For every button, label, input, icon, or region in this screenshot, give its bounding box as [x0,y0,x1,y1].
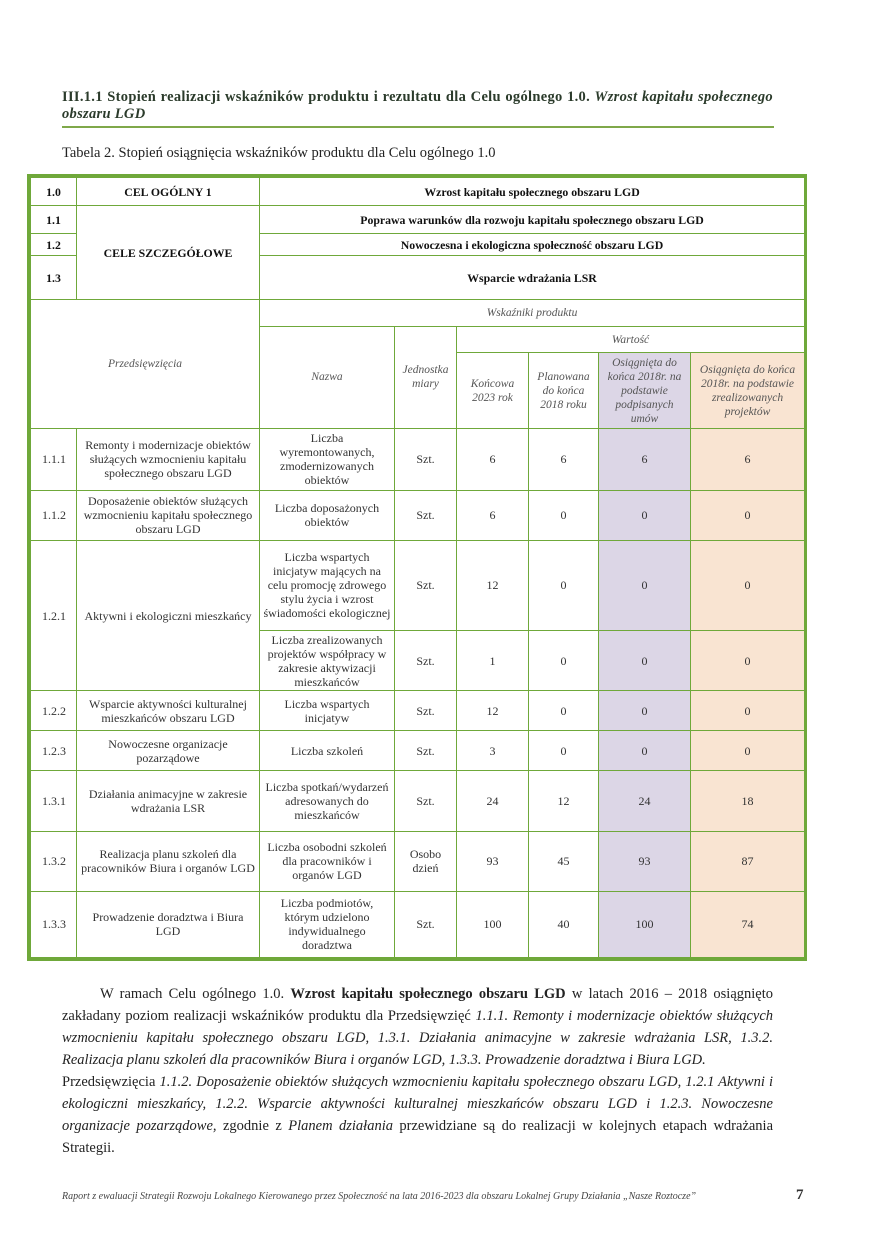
table-row [31,691,805,731]
goal-code: 1.0 [31,178,77,206]
header-koncowa: Końcowa 2023 rok [457,353,529,428]
row-projects: 0 [691,691,805,731]
row-final: 100 [457,891,529,957]
page-number: 7 [796,1187,804,1203]
p1-text-c: w latach 2016 – 2018 osiągnięto zakładany poziom realizacji wskaźników produktu dla Przedsięwzięć [62,986,774,1024]
row-planned: 6 [529,428,599,490]
header-wartosc: Wartość [457,327,805,353]
row-projects: 87 [691,831,805,891]
header-osiagnieta-projekty: Osiągnięta do końca 2018r. na podstawie zrealizowanych projektów [691,353,805,428]
page-footer: Raport z ewaluacji Strategii Rozwoju Lokalnego Kierowanego przez Społeczność na lata 2016-2023 dla obszaru Lokalnej Grupy Działania „Nasze Roztocze” [62,1191,697,1202]
row-final: 3 [457,731,529,771]
heading-divider [62,126,774,128]
row-name: Remonty i modernizacje obiektów służących wzmocnieniu kapitału społecznego obszaru LGD [77,428,260,490]
row-code: 1.1.2 [31,490,77,540]
row-indicator: Liczba zrealizowanych projektów współpracy w zakresie aktywizacji mieszkańców [260,631,395,691]
summary-paragraph-2 [62,1071,773,1159]
row-unit: Szt. [395,540,457,630]
p1-undertakings: 1.1.1. Remonty i modernizacje obiektów służących wzmocnieniu kapitału społecznego obszaru LGD, 1.3.1. Działania animacyjne w zakresie wdrażania LSR, 1.3.2. Realizacja planu szkoleń dla pracowników Biura i organów LGD, 1.3.3. Prowadzenie doradztwa i Biura LGD. [62,1008,774,1068]
row-code: 1.1.1 [31,428,77,490]
row-final: 6 [457,428,529,490]
row-unit: Szt. [395,731,457,771]
row-indicator: Liczba wyremontowanych, zmodernizowanych obiektów [260,428,395,490]
row-projects: 74 [691,891,805,957]
row-name: Prowadzenie doradztwa i Biura LGD [77,891,260,957]
section-heading [62,89,773,123]
row-final: 12 [457,691,529,731]
header-nazwa: Nazwa [260,327,395,428]
section-heading-number: III.1.1 Stopień realizacji wskaźników produktu i rezultatu dla Celu ogólnego 1.0. [62,89,591,105]
row-unit: Osobo dzień [395,831,457,891]
row-planned: 40 [529,891,599,957]
row-projects: 0 [691,490,805,540]
indicators-table [27,174,807,961]
p2-text-c: zgodnie z [223,1118,282,1134]
p1-text-a: W ramach Celu ogólnego 1.0. [100,986,285,1002]
row-code: 1.2.3 [31,731,77,771]
row-final: 6 [457,490,529,540]
table-row [31,891,805,957]
specific-code: 1.1 [31,206,77,234]
row-contracts: 100 [599,891,691,957]
row-contracts: 0 [599,731,691,771]
table-row [31,428,805,490]
specific-code: 1.3 [31,256,77,300]
header-planowana: Planowana do końca 2018 roku [529,353,599,428]
row-indicator: Liczba podmiotów, którym udzielono indywidualnego doradztwa [260,891,395,957]
row-unit: Szt. [395,691,457,731]
p2-text-a: Przedsięwzięcia [62,1074,156,1090]
table-row [31,540,805,630]
row-name: Nowoczesne organizacje pozarządowe [77,731,260,771]
row-code: 1.3.2 [31,831,77,891]
row-projects: 6 [691,428,805,490]
row-indicator: Liczba szkoleń [260,731,395,771]
row-name: Realizacja planu szkoleń dla pracowników Biura i organów LGD [77,831,260,891]
goal-label: CEL OGÓLNY 1 [77,178,260,206]
row-contracts: 6 [599,428,691,490]
header-wskazniki: Wskaźniki produktu [260,300,805,327]
specific-name: Poprawa warunków dla rozwoju kapitału społecznego obszaru LGD [260,206,805,234]
row-unit: Szt. [395,771,457,831]
row-planned: 0 [529,631,599,691]
row-code: 1.2.1 [31,540,77,690]
row-name: Wsparcie aktywności kulturalnej mieszkańców obszaru LGD [77,691,260,731]
row-final: 24 [457,771,529,831]
row-unit: Szt. [395,891,457,957]
row-code: 1.2.2 [31,691,77,731]
p2-undertakings: 1.1.2. Doposażenie obiektów służących wzmocnieniu kapitału społecznego obszaru LGD, 1.2.1 Aktywni i ekologiczni mieszkańcy, 1.2.2. Wsparcie aktywności kulturalnej mieszkańców obszaru LGD i 1.2.3. Nowoczesne organizacje pozarządowe, [62,1074,773,1134]
row-unit: Szt. [395,490,457,540]
section-heading-italic: Wzrost kapitału społecznego obszaru LGD [62,89,773,122]
row-planned: 12 [529,771,599,831]
row-contracts: 0 [599,631,691,691]
specific-label: CELE SZCZEGÓŁOWE [77,206,260,300]
specific-name: Nowoczesna i ekologiczna społeczność obszaru LGD [260,234,805,256]
goal-name: Wzrost kapitału społecznego obszaru LGD [260,178,805,206]
p1-goal-name: Wzrost kapitału społecznego obszaru LGD [290,986,566,1002]
table-row [31,731,805,771]
header-przedsiewziecia: Przedsięwzięcia [31,300,260,428]
table-row [31,490,805,540]
row-planned: 45 [529,831,599,891]
row-contracts: 93 [599,831,691,891]
row-unit: Szt. [395,428,457,490]
row-code: 1.3.1 [31,771,77,831]
row-projects: 0 [691,731,805,771]
table-caption: Tabela 2. Stopień osiągnięcia wskaźników produktu dla Celu ogólnego 1.0 [62,145,496,161]
row-projects: 18 [691,771,805,831]
row-indicator: Liczba spotkań/wydarzeń adresowanych do mieszkańców [260,771,395,831]
specific-name: Wsparcie wdrażania LSR [260,256,805,300]
row-projects: 0 [691,631,805,691]
row-final: 1 [457,631,529,691]
row-indicator: Liczba wspartych inicjatyw [260,691,395,731]
row-code: 1.3.3 [31,891,77,957]
p2-plan-name: Planem działania [288,1118,393,1134]
row-indicator: Liczba wspartych inicjatyw mających na celu promocję zdrowego stylu życia i wzrost świadomości ekologicznej [260,540,395,630]
row-contracts: 0 [599,691,691,731]
specific-code: 1.2 [31,234,77,256]
row-unit: Szt. [395,631,457,691]
header-jednostka: Jednostka miary [395,327,457,428]
row-contracts: 0 [599,540,691,630]
row-name: Aktywni i ekologiczni mieszkańcy [77,540,260,690]
summary-paragraph-1 [62,983,773,1071]
table-row [31,771,805,831]
row-contracts: 0 [599,490,691,540]
row-contracts: 24 [599,771,691,831]
row-planned: 0 [529,731,599,771]
row-indicator: Liczba doposażonych obiektów [260,490,395,540]
row-planned: 0 [529,490,599,540]
row-projects: 0 [691,540,805,630]
row-indicator: Liczba osobodni szkoleń dla pracowników i organów LGD [260,831,395,891]
row-final: 93 [457,831,529,891]
header-osiagnieta-umowy: Osiągnięta do końca 2018r. na podstawie podpisanych umów [599,353,691,428]
row-name: Działania animacyjne w zakresie wdrażania LSR [77,771,260,831]
table-row [31,831,805,891]
row-name: Doposażenie obiektów służących wzmocnieniu kapitału społecznego obszaru LGD [77,490,260,540]
row-final: 12 [457,540,529,630]
row-planned: 0 [529,540,599,630]
p2-text-e: przewidziane są do realizacji w kolejnych etapach wdrażania Strategii. [62,1118,774,1156]
row-planned: 0 [529,691,599,731]
